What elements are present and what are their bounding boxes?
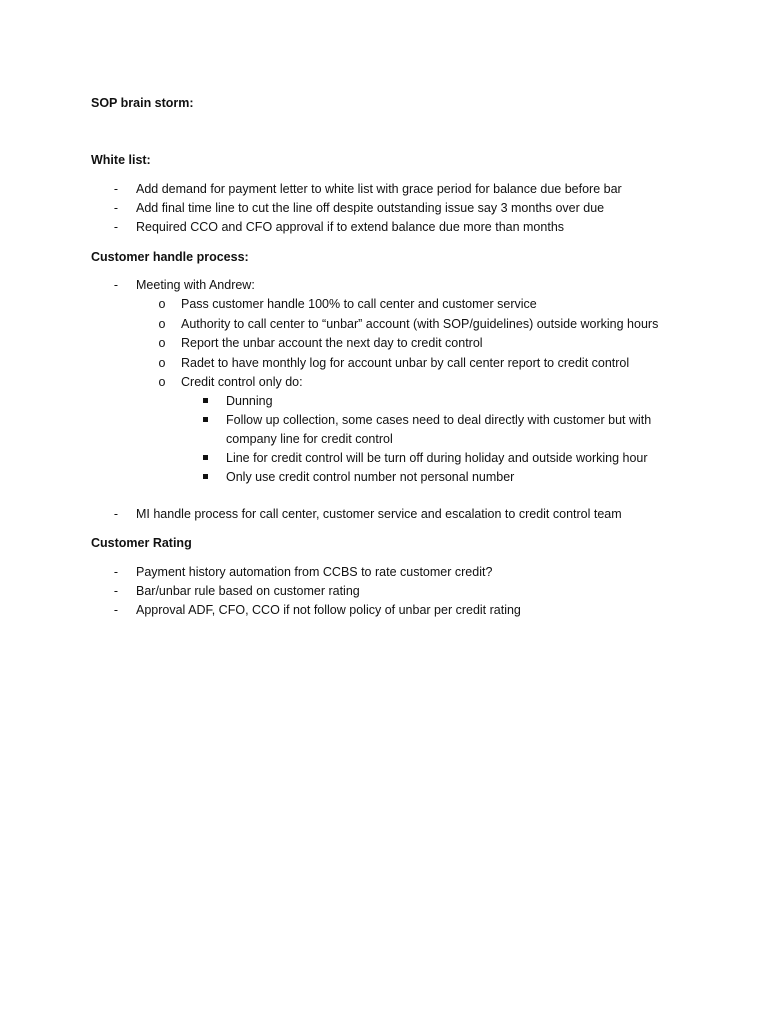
dash-bullet: - (113, 584, 119, 598)
customer-rating-item: Payment history automation from CCBS to rate customer credit? (136, 565, 493, 579)
credit-control-task: Follow up collection, some cases need to deal directly with customer but with (226, 413, 652, 427)
dash-bullet: - (113, 182, 119, 196)
customer-handle-heading: Customer handle process: (91, 250, 249, 264)
dash-bullet: - (113, 565, 119, 579)
customer-rating-heading: Customer Rating (91, 536, 192, 550)
white-list-heading: White list: (91, 153, 151, 167)
meeting-point: Report the unbar account the next day to credit control (181, 336, 483, 350)
credit-control-task: Line for credit control will be turn off during holiday and outside working hour (226, 451, 648, 465)
dash-bullet: - (113, 201, 119, 215)
white-list-item: Add demand for payment letter to white list with grace period for balance due before bar (136, 182, 622, 196)
white-list-item: Add final time line to cut the line off despite outstanding issue say 3 months over due (136, 201, 605, 215)
meeting-point: Credit control only do: (181, 375, 303, 389)
circle-bullet: o (158, 297, 166, 311)
meeting-point: Authority to call center to “unbar” account (with SOP/guidelines) outside working hours (181, 317, 659, 331)
circle-bullet: o (158, 336, 166, 350)
square-bullet-icon (203, 455, 208, 460)
document-title: SOP brain storm: (91, 96, 194, 110)
square-bullet-icon (203, 398, 208, 403)
credit-control-task-continued: company line for credit control (226, 432, 393, 446)
circle-bullet: o (158, 356, 166, 370)
meeting-label: Meeting with Andrew: (136, 278, 255, 292)
credit-control-task: Dunning (226, 394, 273, 408)
customer-rating-item: Approval ADF, CFO, CCO if not follow policy of unbar per credit rating (136, 603, 521, 617)
circle-bullet: o (158, 317, 166, 331)
dash-bullet: - (113, 278, 119, 292)
square-bullet-icon (203, 417, 208, 422)
meeting-point: Radet to have monthly log for account unbar by call center report to credit control (181, 356, 630, 370)
white-list-item: Required CCO and CFO approval if to extend balance due more than months (136, 220, 565, 234)
meeting-point: Pass customer handle 100% to call center and customer service (181, 297, 537, 311)
credit-control-task: Only use credit control number not personal number (226, 470, 515, 484)
circle-bullet: o (158, 375, 166, 389)
square-bullet-icon (203, 474, 208, 479)
dash-bullet: - (113, 603, 119, 617)
mi-handle-item: MI handle process for call center, customer service and escalation to credit control team (136, 507, 622, 521)
dash-bullet: - (113, 220, 119, 234)
customer-rating-item: Bar/unbar rule based on customer rating (136, 584, 360, 598)
dash-bullet: - (113, 507, 119, 521)
